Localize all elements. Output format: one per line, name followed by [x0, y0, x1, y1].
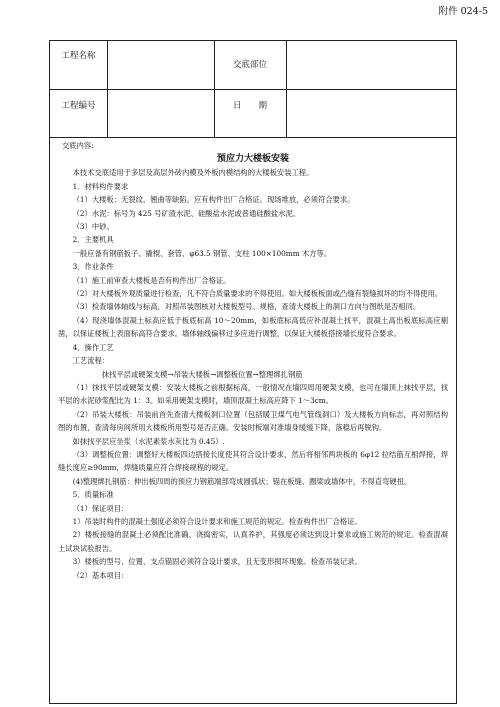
- date-label: 日 期: [232, 101, 267, 111]
- paragraph: （2）基本项目：: [72, 570, 129, 580]
- paragraph: （3）调整板位置：调整好大楼板四边搭接长度使其符合设计要求，然后将相邻两块板的 6φ12 拉结筋互相焊接，焊缝长度应≥90mm，焊缝质量应符合焊接规程的规定。: [58, 449, 448, 473]
- content-label: 交底内容:: [62, 141, 94, 150]
- paragraph: 如抹找平层应坐浆（水泥素浆水灰比为 0.45）.: [72, 436, 225, 446]
- column-divider: [214, 41, 215, 137]
- doc-title: 预应力大楼板安装: [216, 154, 289, 165]
- paragraph: （2）对大楼板外观质量进行检查，凡不符合质量要求的不得使用。如大楼板板面或凸缝有裂缝损坏的均不得使用。: [72, 289, 443, 299]
- paragraph: （4）现浇墙体混凝土标高应低于板底标高 10～20mm，如板底标高低应补混凝土找平，混凝土高出板底标高应剔凿，以保证楼板上表面标高符合要求。墙体轴线偏移过多应进行调整，以保证大楼板搭接墙长度符合要求。: [58, 315, 448, 339]
- section-heading: 4．操作工艺: [72, 342, 114, 352]
- paragraph: 1）吊装时构件的混凝土强度必须符合设计要求和施工规范的规定。检查构件出厂合格证。: [72, 516, 362, 526]
- paragraph: （2）水泥：标号为 425 号矿渣水泥、硅酸盐水泥或普通硅酸盐水泥。: [72, 208, 301, 218]
- paragraph: （2）吊装大楼板：吊装前首先查清大楼板洞口位置（包括暖卫煤气电气管线洞口）及大楼板方向标志，再对照结构图的布置，查清每房间所用大楼板所用型号是否正确。安装时板端对准墙身缓缓下降，落稳后再脱钩。: [58, 409, 448, 433]
- paragraph: 3）楼板的型号、位置、支点锚固必须符合设计要求，且无变形损坏现象。检查吊装记录。: [72, 557, 362, 567]
- column-divider: [286, 41, 287, 137]
- handover-form: [49, 40, 457, 704]
- attachment-number: 附件 024-5: [438, 6, 488, 17]
- column-divider: [107, 41, 108, 137]
- process-flow: 抹找平层或硬架支模→吊装大楼板→调整板位置→整理绑扎钢筋: [101, 369, 303, 379]
- row-divider: [50, 89, 456, 90]
- paragraph: （1）保证项目：: [72, 503, 129, 513]
- paragraph: （1）大楼板：无裂纹、翘曲等缺陷。应有构件出厂合格证。现场堆放，必须符合要求。: [72, 195, 355, 205]
- paragraph: （3）中砂。: [72, 222, 114, 232]
- paragraph: 2）楼板接缝的混凝土必须配比准确、浇捣密实，认真养护，其强度必须达到设计要求或施工规范的规定。检查混凝土试块试验报告。: [58, 530, 448, 553]
- flow-label: 工艺流程：: [72, 356, 110, 366]
- project-name-label: 工程名称: [61, 51, 96, 61]
- paragraph: （3）检查墙体轴线与标高，对照吊装图核对大楼板型号、规格，查清大楼板上的洞口方向与图纸是否相同。: [72, 302, 421, 312]
- paragraph: (4)整理绑扎钢筋：伸出板四周的预应力钢筋端部弯成圆弧状；锚在板缝、圈梁或墙体中，不得直弯硬扭。: [72, 476, 412, 486]
- section-heading: 1．材料构件要求: [72, 181, 129, 191]
- paragraph: 一般应备有钢筋扳子、撬棍、套管、φ63.5 钢管、支柱 100×100mm 木方等。: [72, 248, 332, 258]
- paragraph: （1）抹找平层或硬架支模：安装大楼板之前根据标高，一般情况在墙四周用硬架支模，也可在墙顶上抹找平层，找平层的水泥砂浆配比为 1：3。如采用硬架支模时，墙顶混凝土标高应降下 1～3cm。: [58, 382, 448, 406]
- intro-text: 本技术交底适用于多层及高层外砖内模及外板内模结构的大楼板安装工程。: [72, 168, 314, 178]
- project-no-label: 工程编号: [61, 101, 96, 111]
- handover-dept-label: 交底部位: [232, 60, 267, 70]
- paragraph: （1）施工前审查大楼板是否有构件出厂合格证。: [72, 275, 231, 285]
- section-heading: 2．主要机具: [72, 235, 114, 245]
- section-heading: 3．作业条件: [72, 262, 114, 272]
- handover-content: [50, 137, 456, 703]
- section-heading: 5．质量标准: [72, 490, 114, 500]
